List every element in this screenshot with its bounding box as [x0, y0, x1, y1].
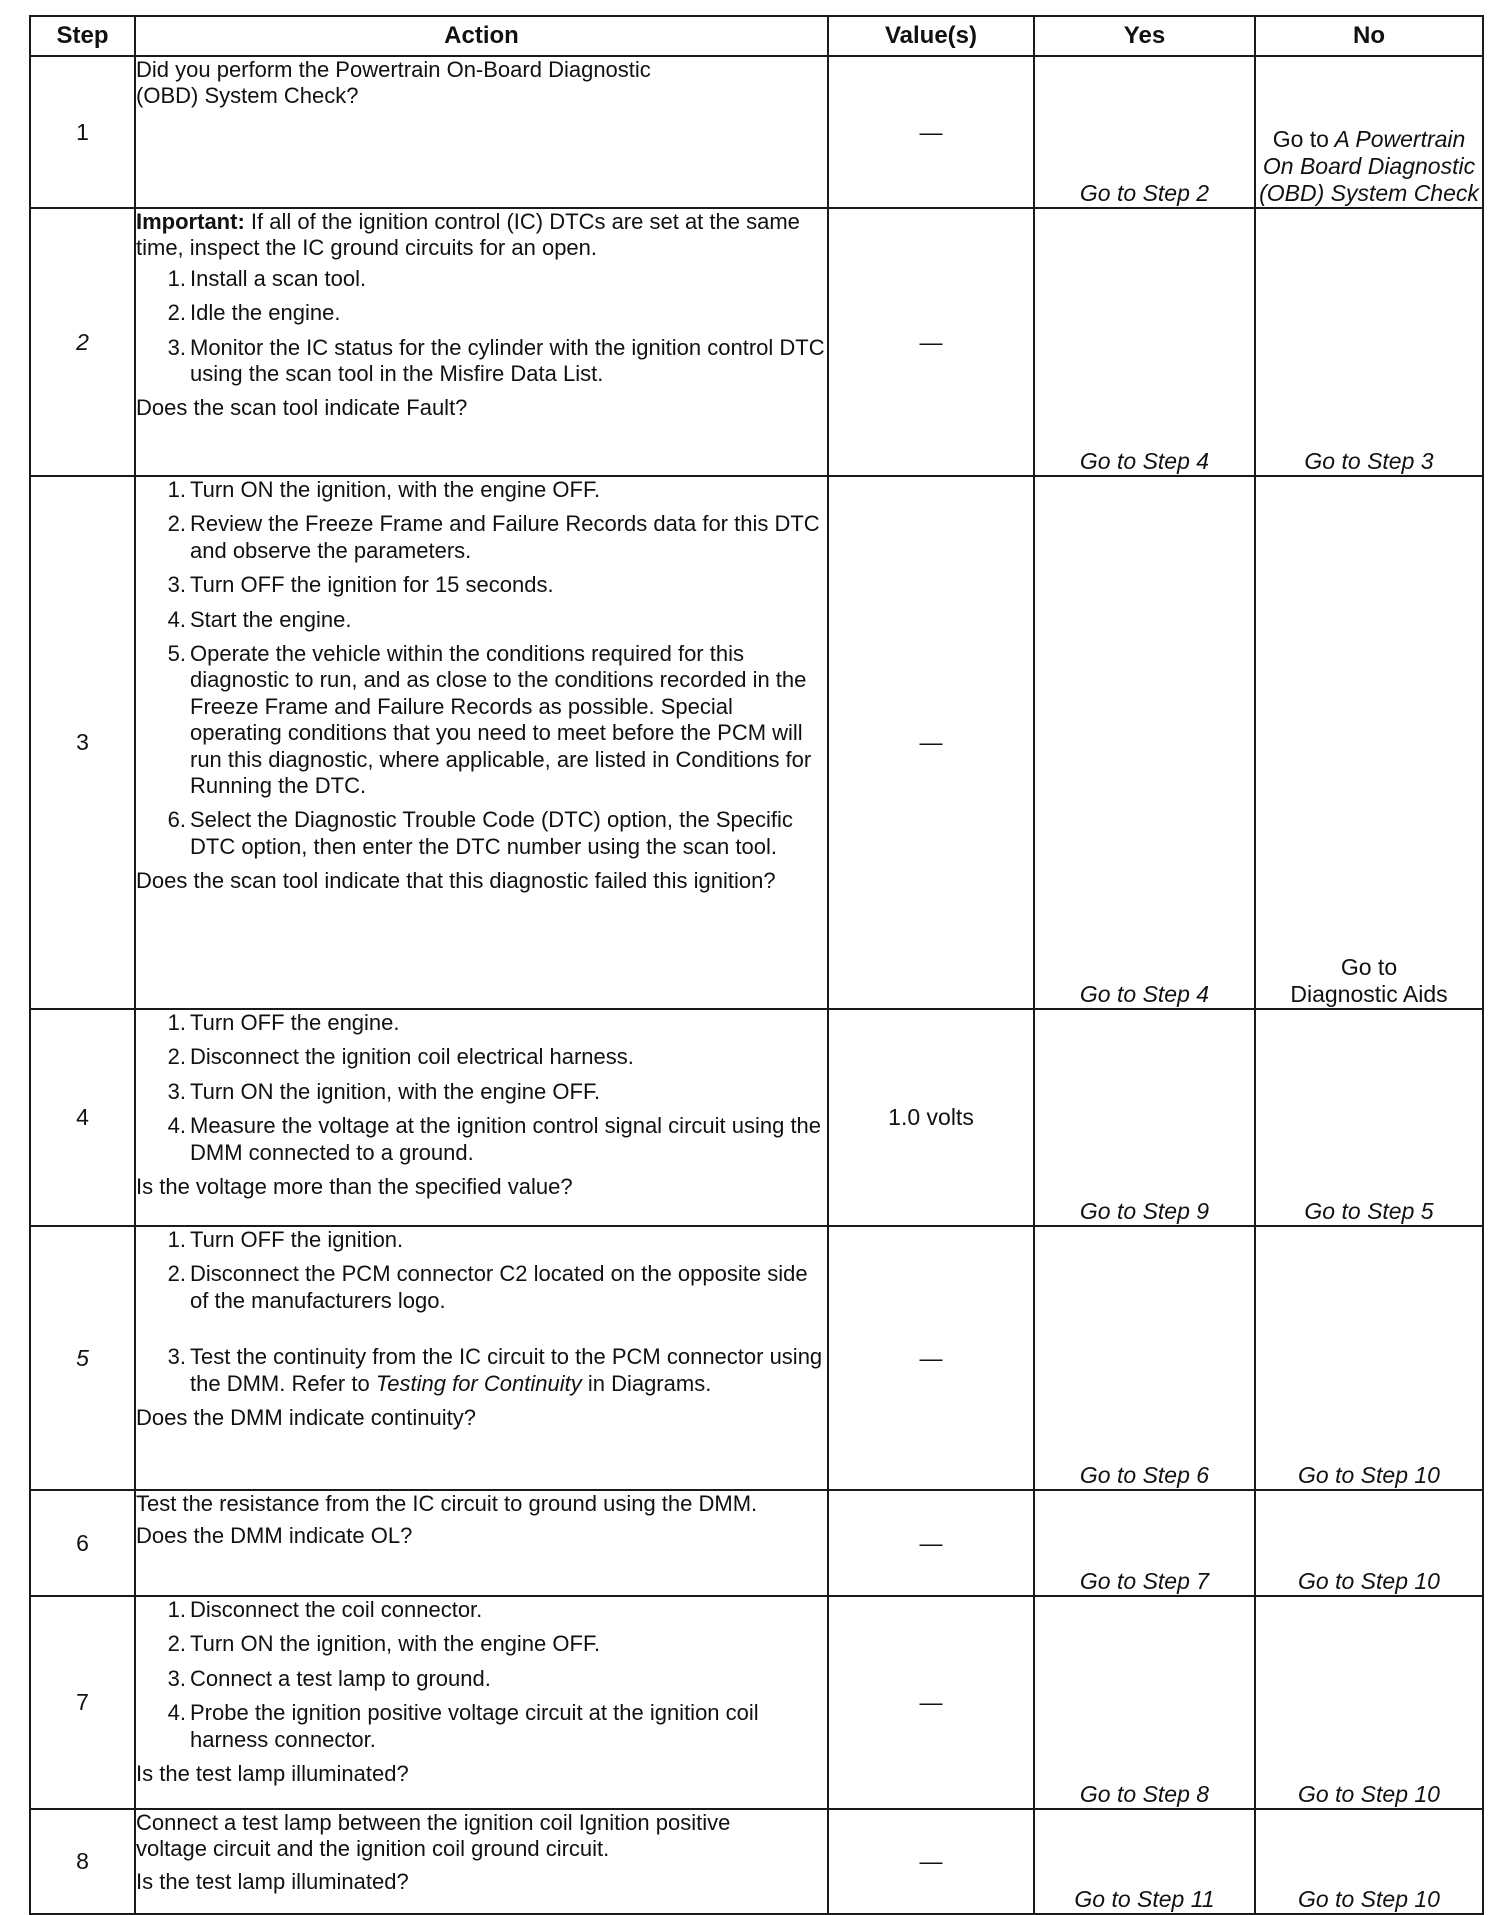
table-row [30, 1596, 1483, 1809]
action-cell [135, 476, 828, 1009]
action-cell [135, 1809, 828, 1914]
list-item: 3. Test the continuity from the IC circuit to the PCM connector using the DMM. Refer to Testing for Continuity in Diagrams. [167, 1344, 823, 1396]
diagnostic-table [29, 15, 1484, 1915]
action-cell [135, 208, 828, 476]
table-row [30, 56, 1483, 208]
list-item: 1. Turn OFF the engine. [167, 1010, 400, 1035]
value-cell: — [828, 1809, 1034, 1914]
table-row [30, 1809, 1483, 1914]
list-item: 4. Start the engine. [167, 606, 352, 632]
step-number: 2 [30, 208, 135, 476]
list-item: 2. Turn ON the ignition, with the engine OFF. [167, 1631, 601, 1657]
action-cell [135, 1009, 828, 1226]
table-row [30, 1009, 1483, 1226]
list-item: 2. Disconnect the PCM connector C2 located on the opposite side of the manufacturers logo. [167, 1261, 808, 1313]
yes-cell: Go to Step 11 [1034, 1809, 1255, 1914]
procedure-list [136, 477, 827, 860]
header-action: Action [135, 16, 828, 56]
list-item: 3. Turn OFF the ignition for 15 seconds. [167, 572, 554, 598]
list-item: 5. Operate the vehicle within the conditions required for this diagnostic to run, and as close to the conditions recorded in the Freeze Frame and Failure Records as possible. Special operating conditions that you need to meet before the PCM will run this diagnostic, where applicable, are listed in Conditions for Running the DTC. [167, 640, 812, 798]
important-text: If all of the ignition control (IC) DTCs are set at the same time, inspect the IC ground circuits for an open. [136, 209, 800, 261]
step-number: 1 [30, 56, 135, 208]
question: Did you perform the Powertrain On-Board Diagnostic (OBD) System Check? [136, 57, 651, 109]
step-number: 7 [30, 1596, 135, 1809]
list-item: 1. Install a scan tool. [167, 265, 367, 291]
instruction: Connect a test lamp between the ignition coil Ignition positive voltage circuit and the ignition coil ground circuit. [136, 1810, 731, 1862]
value-cell: — [828, 56, 1034, 208]
table-row [30, 1226, 1483, 1490]
procedure-list [136, 1010, 827, 1166]
list-item: 3. Turn ON the ignition, with the engine OFF. [167, 1078, 601, 1104]
procedure-list [136, 1227, 827, 1397]
no-prefix: Go to [1272, 125, 1329, 152]
table-row [30, 1490, 1483, 1596]
question: Does the DMM indicate OL? [136, 1523, 413, 1549]
list-item: 3. Connect a test lamp to ground. [167, 1665, 491, 1691]
value-cell: — [828, 1490, 1034, 1596]
value-cell: 1.0 volts [828, 1009, 1034, 1226]
yes-cell: Go to Step 4 [1034, 208, 1255, 476]
list-item: 1. Disconnect the coil connector. [167, 1597, 483, 1622]
no-cell: Go to Step 5 [1255, 1009, 1483, 1226]
question: Does the scan tool indicate Fault? [136, 395, 468, 421]
yes-cell: Go to Step 6 [1034, 1226, 1255, 1490]
yes-cell: Go to Step 7 [1034, 1490, 1255, 1596]
step-number: 6 [30, 1490, 135, 1596]
step-number: 4 [30, 1009, 135, 1226]
yes-cell: Go to Step 8 [1034, 1596, 1255, 1809]
procedure-list [136, 1597, 827, 1753]
important-label: Important: [136, 209, 245, 234]
no-reference: A Powertrain On Board Diagnostic (OBD) System Check [1259, 125, 1479, 206]
no-cell: Go to Step 10 [1255, 1809, 1483, 1914]
value-cell: — [828, 476, 1034, 1009]
instruction: Test the resistance from the IC circuit to ground using the DMM. [136, 1491, 758, 1516]
no-cell [1255, 56, 1483, 208]
list-item: 4. Measure the voltage at the ignition control signal circuit using the DMM connected to a ground. [167, 1113, 822, 1165]
important-note [136, 209, 827, 262]
action-cell [135, 1490, 828, 1596]
header-yes: Yes [1034, 16, 1255, 56]
header-values: Value(s) [828, 16, 1034, 56]
value-cell: — [828, 208, 1034, 476]
question: Does the scan tool indicate that this diagnostic failed this ignition? [136, 868, 776, 894]
value-cell: — [828, 1596, 1034, 1809]
question: Is the voltage more than the specified value? [136, 1173, 573, 1199]
action-cell [135, 1596, 828, 1809]
header-row [30, 16, 1483, 56]
list-item: 1. Turn OFF the ignition. [167, 1227, 404, 1252]
table-row [30, 476, 1483, 1009]
list-item: 2. Review the Freeze Frame and Failure Records data for this DTC and observe the parameters. [167, 511, 820, 563]
list-item: 6. Select the Diagnostic Trouble Code (DTC) option, the Specific DTC option, then enter the DTC number using the scan tool. [167, 807, 793, 859]
action-cell [135, 1226, 828, 1490]
yes-cell: Go to Step 4 [1034, 476, 1255, 1009]
list-item: 4. Probe the ignition positive voltage circuit at the ignition coil harness connector. [167, 1700, 759, 1752]
list-item: 1. Turn ON the ignition, with the engine OFF. [167, 477, 601, 502]
yes-cell: Go to Step 2 [1034, 56, 1255, 208]
header-step: Step [30, 16, 135, 56]
no-cell: Go to Step 10 [1255, 1596, 1483, 1809]
continuity-reference: Testing for Continuity [375, 1370, 582, 1396]
list-item: 2. Disconnect the ignition coil electrical harness. [167, 1044, 634, 1070]
step-number: 5 [30, 1226, 135, 1490]
no-cell [1255, 476, 1483, 1009]
no-cell: Go to Step 10 [1255, 1226, 1483, 1490]
question: Is the test lamp illuminated? [136, 1868, 409, 1894]
no-line-1: Go to [1340, 953, 1398, 980]
list-item: 2. Idle the engine. [167, 300, 341, 326]
question: Does the DMM indicate continuity? [136, 1404, 476, 1430]
no-line-2: Diagnostic Aids [1290, 980, 1448, 1007]
procedure-list [136, 266, 827, 388]
yes-cell: Go to Step 9 [1034, 1009, 1255, 1226]
header-no: No [1255, 16, 1483, 56]
value-cell: — [828, 1226, 1034, 1490]
step-number: 8 [30, 1809, 135, 1914]
action-cell [135, 56, 828, 208]
question: Is the test lamp illuminated? [136, 1760, 409, 1786]
no-cell: Go to Step 10 [1255, 1490, 1483, 1596]
step-number: 3 [30, 476, 135, 1009]
no-cell: Go to Step 3 [1255, 208, 1483, 476]
list-item: 3. Monitor the IC status for the cylinder with the ignition control DTC using the scan tool in the Misfire Data List. [167, 334, 825, 386]
table-row [30, 208, 1483, 476]
